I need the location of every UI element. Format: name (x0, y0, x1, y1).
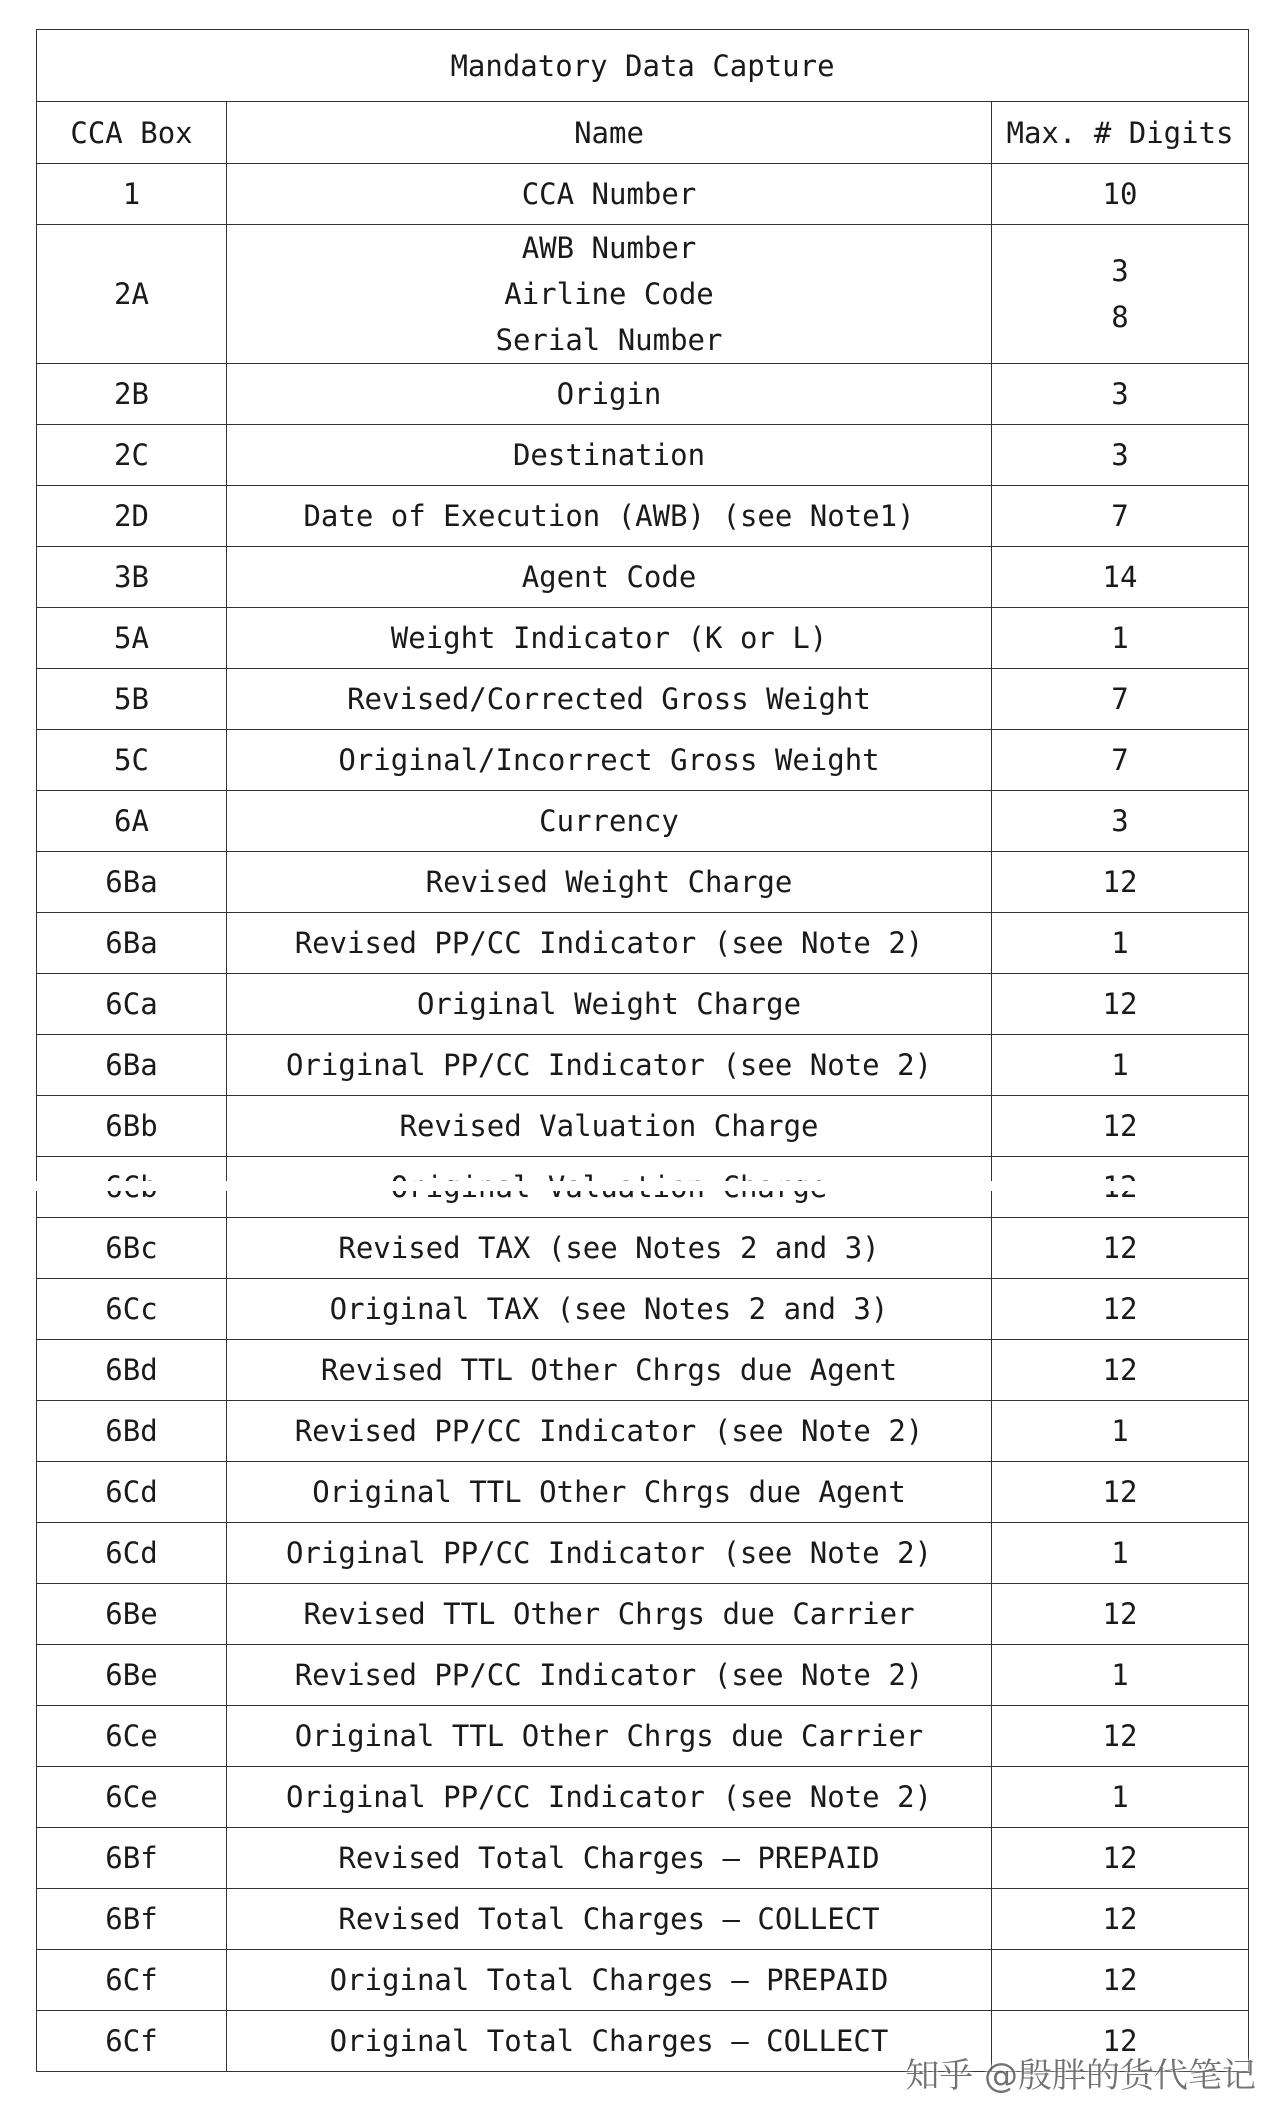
cell-name: Agent Code (227, 547, 992, 608)
cell-cca-box: 6Be (37, 1645, 227, 1706)
cell-cca-box: 6Bd (37, 1401, 227, 1462)
table-row (37, 364, 1249, 425)
table-row (37, 225, 1249, 364)
cell-cca-box: 6Cd (37, 1462, 227, 1523)
table-row (37, 486, 1249, 547)
cell-max-digits: 1 (992, 1645, 1249, 1706)
cell-name: Date of Execution (AWB) (see Note1) (227, 486, 992, 547)
table-row (37, 1950, 1249, 2011)
mandatory-data-table (36, 29, 1249, 2072)
cell-cca-box: 6Bc (37, 1218, 227, 1279)
cell-cca-box: 6Be (37, 1584, 227, 1645)
cell-max-digits: 12 (992, 1096, 1249, 1157)
table-row (37, 1828, 1249, 1889)
cell-max-digits: 12 (992, 1584, 1249, 1645)
table-row (37, 1523, 1249, 1584)
cell-name: Destination (227, 425, 992, 486)
table-row (37, 913, 1249, 974)
cell-name: Revised Total Charges – PREPAID (227, 1828, 992, 1889)
header-cca-box: CCA Box (37, 102, 227, 164)
cell-max-digits: 3 (992, 791, 1249, 852)
cell-name: Original PP/CC Indicator (see Note 2) (227, 1767, 992, 1828)
cell-max-digits: 7 (992, 669, 1249, 730)
cell-name: Revised TTL Other Chrgs due Carrier (227, 1584, 992, 1645)
cell-max-digits: 12 (992, 1340, 1249, 1401)
document-page (36, 29, 1248, 2072)
cell-name: Currency (227, 791, 992, 852)
cell-name: Revised TAX (see Notes 2 and 3) (227, 1218, 992, 1279)
table-row (37, 974, 1249, 1035)
cell-max-digits: 12 (992, 1950, 1249, 2011)
cell-cca-box: 3B (37, 547, 227, 608)
cell-cca-box: 6Cc (37, 1279, 227, 1340)
table-row (37, 730, 1249, 791)
cell-name: Original TTL Other Chrgs due Agent (227, 1462, 992, 1523)
table-row (37, 1035, 1249, 1096)
table-row (37, 1706, 1249, 1767)
cell-digits-line: 8 (1111, 300, 1129, 334)
cell-cca-box: 2D (37, 486, 227, 547)
cell-max-digits: 3 (992, 425, 1249, 486)
table-row (37, 1340, 1249, 1401)
table-row (37, 608, 1249, 669)
table-row (37, 1645, 1249, 1706)
cell-max-digits: 3 (992, 364, 1249, 425)
cell-max-digits: 1 (992, 1401, 1249, 1462)
cell-max-digits: 1 (992, 1767, 1249, 1828)
cell-name: Revised PP/CC Indicator (see Note 2) (227, 1645, 992, 1706)
cell-cca-box: 6Bb (37, 1096, 227, 1157)
cell-name: Revised/Corrected Gross Weight (227, 669, 992, 730)
header-name: Name (227, 102, 992, 164)
cell-max-digits (992, 225, 1249, 364)
cell-name: Origin (227, 364, 992, 425)
cell-name: Weight Indicator (K or L) (227, 608, 992, 669)
cell-max-digits: 1 (992, 913, 1249, 974)
cell-name: Revised PP/CC Indicator (see Note 2) (227, 1401, 992, 1462)
table-row (37, 547, 1249, 608)
table-title-row (37, 30, 1249, 102)
cell-name: Revised PP/CC Indicator (see Note 2) (227, 913, 992, 974)
table-row (37, 791, 1249, 852)
cell-cca-box: 6Cf (37, 2011, 227, 2072)
cell-digits-line: 3 (1111, 254, 1129, 288)
cell-cca-box: 6Cd (37, 1523, 227, 1584)
cell-cca-box: 5A (37, 608, 227, 669)
cell-cca-box: 6Ca (37, 974, 227, 1035)
cell-name: Original Total Charges – PREPAID (227, 1950, 992, 2011)
cell-max-digits: 7 (992, 730, 1249, 791)
cell-cca-box: 5B (37, 669, 227, 730)
cell-name: Original PP/CC Indicator (see Note 2) (227, 1035, 992, 1096)
table-row (37, 425, 1249, 486)
table-row (37, 1462, 1249, 1523)
table-row (37, 1218, 1249, 1279)
cell-cca-box: 6Ba (37, 913, 227, 974)
table-row (37, 1889, 1249, 1950)
table-row (37, 1767, 1249, 1828)
cell-cca-box: 2C (37, 425, 227, 486)
cell-cca-box: 2B (37, 364, 227, 425)
table-row (37, 1279, 1249, 1340)
cell-max-digits: 14 (992, 547, 1249, 608)
cell-max-digits: 10 (992, 164, 1249, 225)
cell-cca-box: 6Ba (37, 1035, 227, 1096)
cell-name: Revised Valuation Charge (227, 1096, 992, 1157)
cell-name: Original PP/CC Indicator (see Note 2) (227, 1523, 992, 1584)
cell-max-digits: 12 (992, 1462, 1249, 1523)
cell-max-digits: 12 (992, 974, 1249, 1035)
table-row (37, 1401, 1249, 1462)
table-row (37, 1096, 1249, 1157)
cell-name: Revised TTL Other Chrgs due Agent (227, 1340, 992, 1401)
cell-name-line: Airline Code (504, 277, 714, 311)
table-body (37, 164, 1249, 2072)
cell-cca-box: 5C (37, 730, 227, 791)
cell-max-digits: 12 (992, 1889, 1249, 1950)
table-row (37, 1584, 1249, 1645)
header-max-digits: Max. # Digits (992, 102, 1249, 164)
cell-max-digits: 12 (992, 1828, 1249, 1889)
cell-name-line: Serial Number (495, 323, 723, 357)
cell-max-digits: 12 (992, 1279, 1249, 1340)
cell-cca-box: 6Bf (37, 1889, 227, 1950)
cell-name: Original TAX (see Notes 2 and 3) (227, 1279, 992, 1340)
cell-name-line: AWB Number (521, 231, 697, 265)
table-row (37, 164, 1249, 225)
table-header-row (37, 102, 1249, 164)
cell-max-digits: 12 (992, 2011, 1249, 2072)
watermark: 知乎 @殷胖的货代笔记 (905, 2056, 1256, 2096)
cell-name: Revised Total Charges – COLLECT (227, 1889, 992, 1950)
cell-cca-box: 2A (37, 225, 227, 364)
cell-max-digits: 7 (992, 486, 1249, 547)
cell-max-digits: 1 (992, 1523, 1249, 1584)
table-title: Mandatory Data Capture (37, 30, 1249, 102)
cell-cca-box: 6Cf (37, 1950, 227, 2011)
cell-cca-box: 6Bd (37, 1340, 227, 1401)
cell-cca-box: 6Ce (37, 1706, 227, 1767)
cell-cca-box: 1 (37, 164, 227, 225)
cell-name: Revised Weight Charge (227, 852, 992, 913)
table-row (37, 669, 1249, 730)
cell-name: Original Weight Charge (227, 974, 992, 1035)
table-row (37, 852, 1249, 913)
cell-max-digits: 12 (992, 852, 1249, 913)
cell-name: Original Total Charges – COLLECT (227, 2011, 992, 2072)
cell-cca-box: 6Ce (37, 1767, 227, 1828)
cell-max-digits: 1 (992, 1035, 1249, 1096)
cell-name: CCA Number (227, 164, 992, 225)
cell-max-digits: 12 (992, 1218, 1249, 1279)
cell-name (227, 225, 992, 364)
cell-name: Original/Incorrect Gross Weight (227, 730, 992, 791)
cell-max-digits: 12 (992, 1706, 1249, 1767)
cell-cca-box: 6A (37, 791, 227, 852)
cell-cca-box: 6Ba (37, 852, 227, 913)
scan-seam (36, 1181, 1248, 1191)
cell-max-digits: 1 (992, 608, 1249, 669)
cell-cca-box: 6Bf (37, 1828, 227, 1889)
cell-name: Original TTL Other Chrgs due Carrier (227, 1706, 992, 1767)
